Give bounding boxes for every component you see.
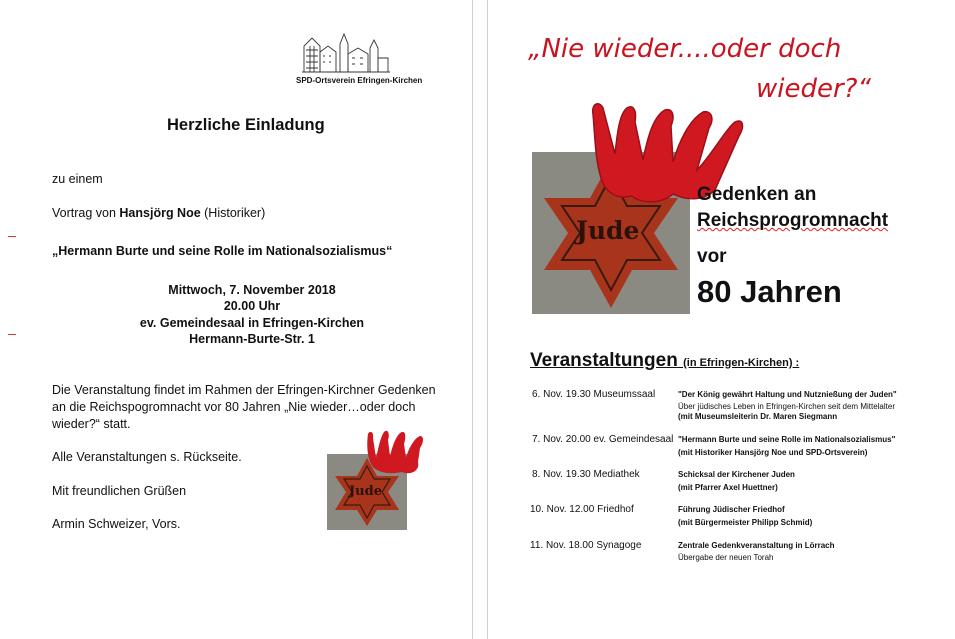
org-name: SPD-Ortsverein Efringen-Kirchen	[296, 76, 423, 85]
paragraph-line: an die Reichspogromnacht vor 80 Jahren „Nie wieder…oder doch	[52, 400, 416, 414]
event-desc: (mit Bürgermeister Philipp Schmid)	[678, 518, 813, 527]
event-address: Hermann-Burte-Str. 1	[189, 332, 315, 346]
intro-line: zu einem	[52, 172, 103, 186]
lecture-line	[52, 206, 265, 220]
events-subheading: (in Efringen-Kirchen) :	[683, 357, 800, 369]
badge-text: Jude	[576, 216, 640, 245]
event-when: 8. Nov. 19.30 Mediathek	[532, 469, 640, 480]
headline-line-4: 80 Jahren	[697, 274, 842, 309]
speaker-name: Hansjörg Noe	[119, 206, 201, 220]
signature: Armin Schweizer, Vors.	[52, 517, 181, 531]
page-edge-left	[472, 0, 473, 639]
town-skyline-logo	[302, 32, 390, 74]
event-title: "Der König gewährt Haltung und Nutznießung der Juden"	[678, 390, 897, 399]
event-title: Schicksal der Kirchener Juden	[678, 470, 795, 479]
events-heading-text: Veranstaltungen	[530, 350, 678, 371]
event-venue: ev. Gemeindesaal in Efringen-Kirchen	[139, 316, 365, 330]
event-title: Zentrale Gedenkveranstaltung in Lörrach	[678, 541, 835, 550]
event-title: "Hermann Burte und seine Rolle im Nationalsozialismus"	[678, 435, 896, 444]
event-when: 7. Nov. 20.00 ev. Gemeindesaal	[532, 434, 674, 445]
event-desc: (mit Pfarrer Axel Huettner)	[678, 483, 778, 492]
revision-mark	[8, 236, 16, 237]
talk-title: „Hermann Burte und seine Rolle im Nationalsozialismus“	[52, 244, 393, 258]
speaker-role: (Historiker)	[200, 206, 266, 220]
revision-mark	[8, 334, 16, 335]
paragraph-line: Die Veranstaltung findet im Rahmen der Efringen-Kirchner Gedenken	[52, 383, 436, 397]
event-when: 6. Nov. 19.30 Museumssaal	[532, 389, 656, 400]
headline-line-2: Reichsprogromnacht	[697, 210, 889, 231]
headline-line-3: vor	[697, 246, 727, 267]
headline-line-1: Gedenken an	[697, 184, 817, 205]
closing-greeting: Mit freundlichen Grüßen	[52, 484, 187, 498]
event-title: Führung Jüdischer Friedhof	[678, 505, 785, 514]
event-desc: Übergabe der neuen Torah	[678, 553, 774, 562]
page-gutter	[472, 0, 488, 639]
invitation-title: Herzliche Einladung	[167, 116, 325, 134]
event-desc: Über jüdisches Leben in Efringen-Kirchen seit dem Mittelalter	[678, 402, 895, 411]
events-heading	[530, 350, 799, 372]
slogan-line-2: wieder?“	[756, 74, 871, 104]
paragraph-line: wieder?“ statt.	[52, 417, 131, 431]
event-desc: (mit Historiker Hansjörg Noe und SPD-Ortsverein)	[678, 448, 868, 457]
event-when: 11. Nov. 18.00 Synagoge	[530, 540, 642, 551]
slogan-line-1: „Nie wieder....oder doch	[528, 34, 842, 64]
event-desc: (mit Museumsleiterin Dr. Maren Siegmann	[678, 412, 838, 421]
lecture-prefix: Vortrag von	[52, 206, 120, 220]
event-time: 20.00 Uhr	[223, 299, 281, 313]
badge-text: Jude	[349, 484, 382, 499]
see-back-note: Alle Veranstaltungen s. Rückseite.	[52, 450, 242, 464]
blood-splash-icon	[362, 428, 432, 476]
event-date: Mittwoch, 7. November 2018	[168, 283, 336, 297]
event-when: 10. Nov. 12.00 Friedhof	[530, 504, 634, 515]
